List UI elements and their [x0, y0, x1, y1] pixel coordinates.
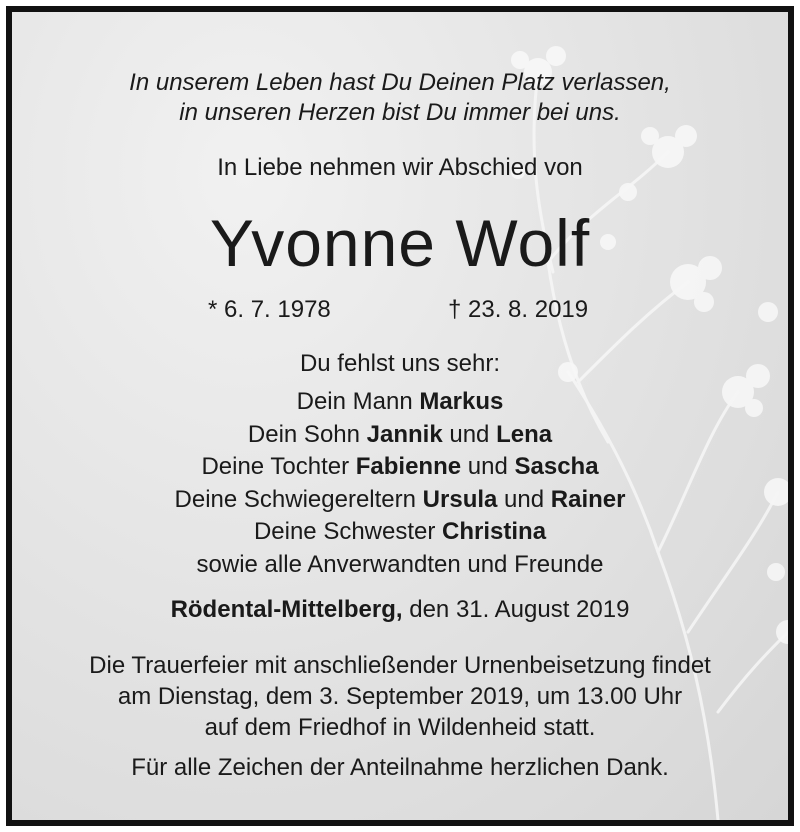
obituary-notice — [6, 6, 794, 826]
intro-text: In Liebe nehmen wir Abschied von — [217, 154, 583, 181]
mourners-list — [12, 386, 788, 582]
miss-line: Du fehlst uns sehr: — [299, 350, 501, 377]
mourner-line: Dein Mann Markus — [296, 388, 504, 415]
place: Rödental-Mittelberg, — [170, 596, 403, 623]
mourner-line: Deine Schwiegereltern Ursula und Rainer — [174, 485, 626, 513]
mourner-line: Deine Schwester Christina — [253, 518, 547, 546]
motto-line-2: in unseren Herzen bist Du immer bei uns. — [179, 99, 621, 126]
mourner-line: Deine Tochter Fabienne und Sascha — [201, 453, 599, 481]
relatives-line: sowie alle Anverwandten und Freunde — [196, 550, 604, 578]
funeral-line-2: am Dienstag, dem 3. September 2019, um 13.00 Uhr — [117, 683, 683, 710]
funeral-line-1: Die Trauerfeier mit anschließender Urnenbeisetzung findet — [89, 652, 711, 679]
motto-quote — [12, 68, 788, 128]
deceased-name: Yvonne Wolf — [209, 206, 591, 280]
date: den 31. August 2019 — [402, 596, 630, 623]
funeral-line-3: auf dem Friedhof in Wildenheid statt. — [204, 714, 596, 741]
mourner-line: Dein Sohn Jannik und Lena — [247, 420, 553, 448]
motto-line-1: In unserem Leben hast Du Deinen Platz verlassen, — [129, 69, 671, 96]
death-date: † 23. 8. 2019 — [448, 296, 589, 323]
thanks-line: Für alle Zeichen der Anteilnahme herzlichen Dank. — [131, 754, 669, 781]
funeral-info — [12, 650, 788, 743]
place-date-line — [12, 596, 788, 624]
birth-date: * 6. 7. 1978 — [208, 296, 331, 323]
